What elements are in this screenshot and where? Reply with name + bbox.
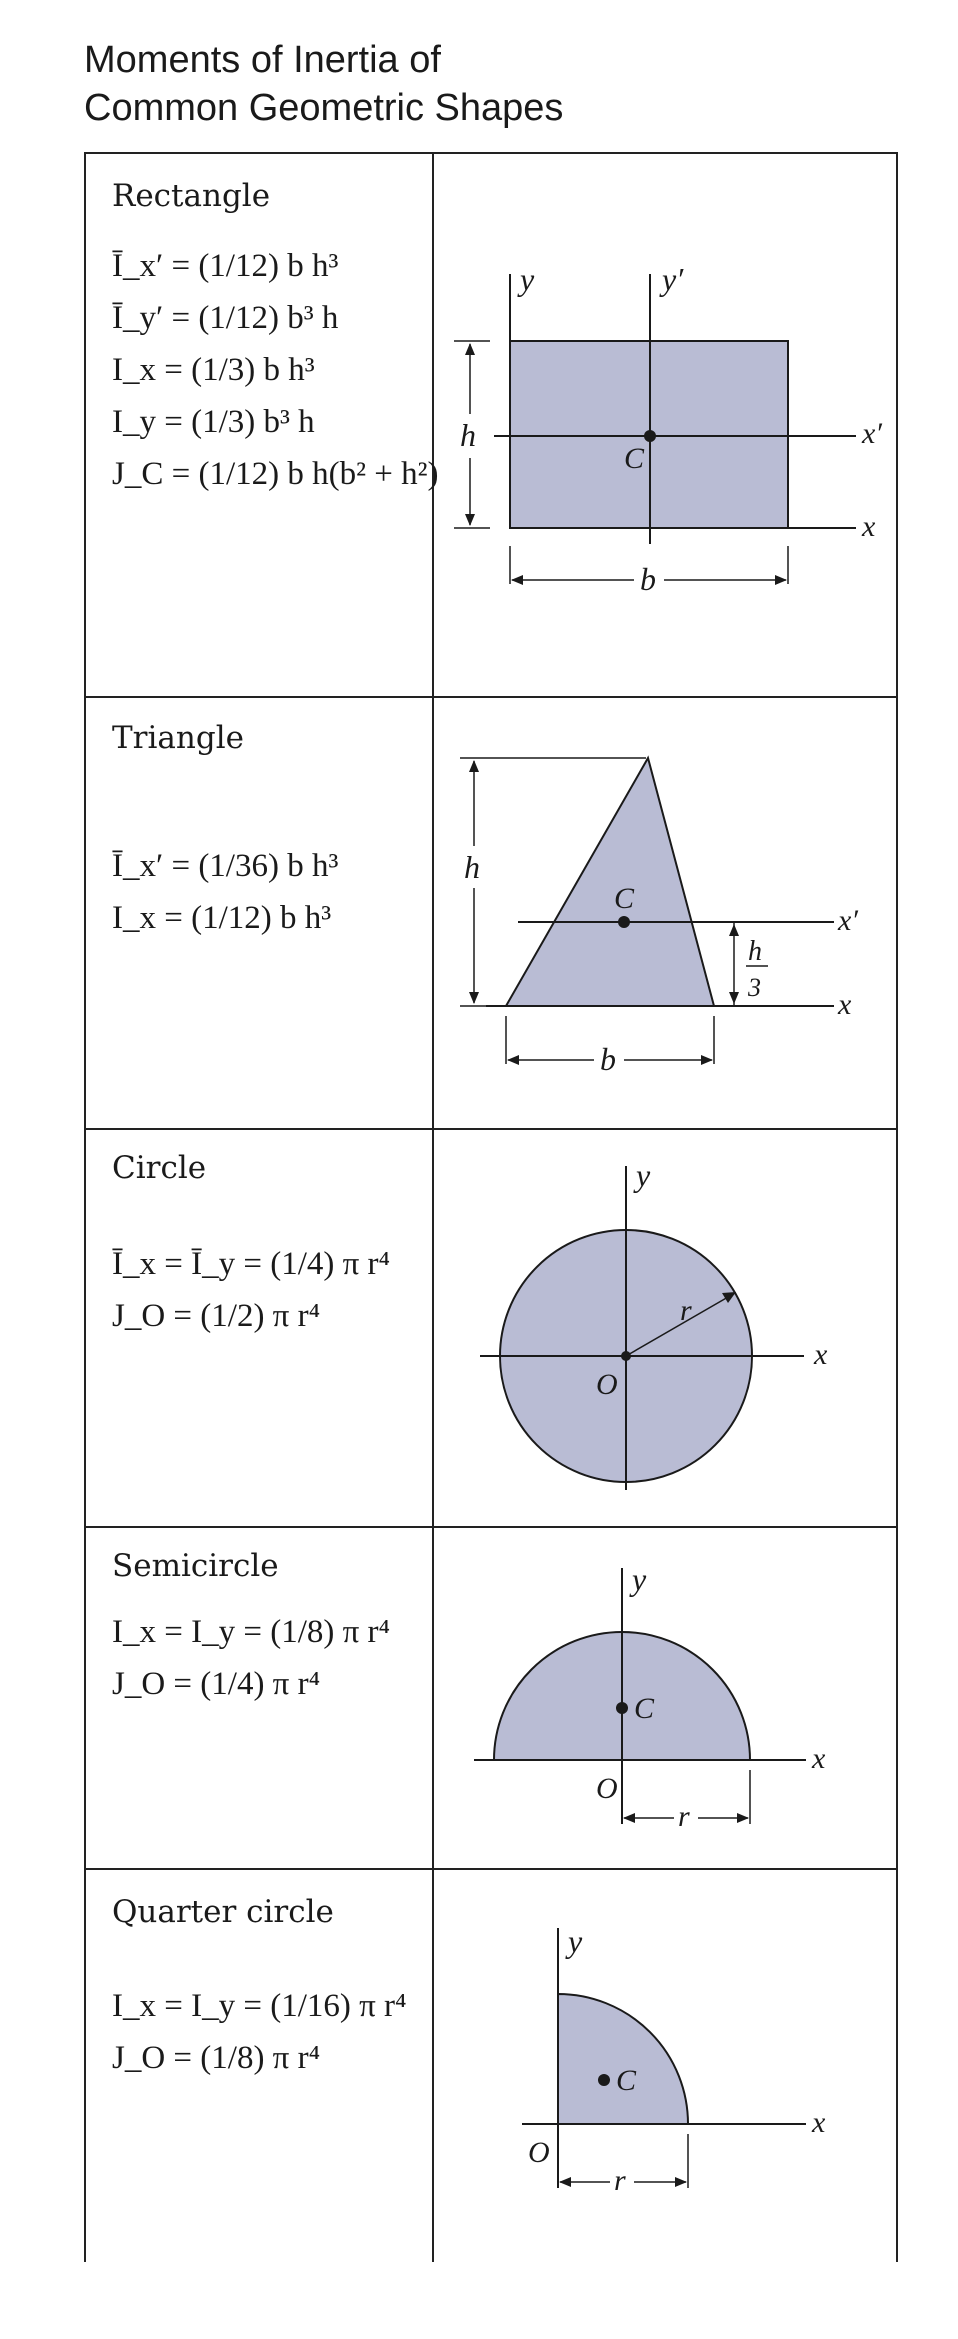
- page-title: [84, 36, 563, 132]
- label-r: r: [614, 2164, 626, 2197]
- title-line-1: Moments of Inertia of: [84, 39, 441, 81]
- formula: J_O = (1/8) π r⁴: [112, 2039, 321, 2076]
- formula-list: [112, 840, 430, 944]
- shape-name: Circle: [112, 1150, 207, 1186]
- label-y: y: [636, 1157, 651, 1193]
- centroid-dot: [598, 2074, 610, 2086]
- label-h: h: [460, 417, 476, 453]
- semicircle-diagram: [434, 1528, 896, 1870]
- label-y: y: [520, 261, 535, 297]
- label-h-third-num: h: [748, 936, 762, 967]
- formula-list: [112, 240, 439, 500]
- label-y: y: [632, 1561, 647, 1597]
- circle-diagram: [434, 1130, 896, 1528]
- rectangle-diagram: [434, 154, 896, 698]
- label-h: h: [464, 849, 480, 885]
- quarter-circle-shape: [558, 1994, 688, 2124]
- formula: Ī_x′ = (1/36) b h³: [112, 847, 339, 884]
- centroid-dot: [644, 430, 656, 442]
- label-origin: O: [596, 1772, 618, 1805]
- formula: Ī_x = Ī_y = (1/4) π r⁴: [112, 1245, 391, 1282]
- formula: I_y = (1/3) b³ h: [112, 403, 315, 440]
- table-row-rectangle: [86, 154, 896, 698]
- formula: I_x = I_y = (1/16) π r⁴: [112, 1987, 407, 2024]
- origin-dot: [621, 1351, 631, 1361]
- formula: I_x = I_y = (1/8) π r⁴: [112, 1613, 391, 1650]
- label-origin: O: [528, 2136, 550, 2169]
- label-h-third-den: 3: [748, 973, 761, 1002]
- inertia-table: [84, 152, 898, 2262]
- triangle-shape: [506, 758, 714, 1006]
- label-x: x: [812, 1742, 826, 1775]
- formula-list: [112, 1606, 430, 1710]
- label-centroid: C: [614, 882, 635, 915]
- formula: I_x = (1/3) b h³: [112, 351, 315, 388]
- label-centroid: C: [624, 442, 645, 475]
- label-y: y: [568, 1923, 583, 1959]
- formula: Ī_y′ = (1/12) b³ h: [112, 299, 339, 336]
- table-row-triangle: [86, 698, 896, 1130]
- label-centroid: C: [616, 2064, 637, 2097]
- table-row-circle: [86, 1130, 896, 1528]
- shape-name: Semicircle: [112, 1548, 279, 1584]
- label-x-prime: x′: [862, 417, 882, 450]
- formula: Ī_x′ = (1/12) b h³: [112, 247, 339, 284]
- shape-name: Quarter circle: [112, 1894, 334, 1930]
- shape-name: Rectangle: [112, 178, 271, 214]
- label-x: x: [814, 1338, 828, 1371]
- label-x: x: [862, 510, 876, 543]
- centroid-dot: [616, 1702, 628, 1714]
- quarter-circle-diagram: [434, 1870, 896, 2264]
- label-x: x: [838, 988, 852, 1021]
- label-x: x: [812, 2106, 826, 2139]
- shape-name: Triangle: [112, 720, 244, 756]
- table-row-quarter-circle: [86, 1870, 896, 2264]
- formula: J_O = (1/2) π r⁴: [112, 1297, 321, 1334]
- table-row-semicircle: [86, 1528, 896, 1870]
- label-origin: O: [596, 1368, 618, 1401]
- triangle-diagram: [434, 698, 896, 1130]
- formula: J_C = (1/12) b h(b² + h²): [112, 455, 439, 492]
- label-x-prime: x′: [838, 904, 858, 937]
- centroid-dot: [618, 916, 630, 928]
- label-centroid: C: [634, 1692, 655, 1725]
- title-line-2: Common Geometric Shapes: [84, 87, 564, 129]
- formula: I_x = (1/12) b h³: [112, 899, 332, 936]
- label-b: b: [600, 1041, 616, 1077]
- formula-list: [112, 1980, 430, 2084]
- label-y-prime: y′: [662, 261, 684, 297]
- label-r: r: [680, 1294, 692, 1327]
- label-b: b: [640, 561, 656, 597]
- formula-list: [112, 1238, 430, 1342]
- formula: J_O = (1/4) π r⁴: [112, 1665, 321, 1702]
- label-r: r: [678, 1800, 690, 1833]
